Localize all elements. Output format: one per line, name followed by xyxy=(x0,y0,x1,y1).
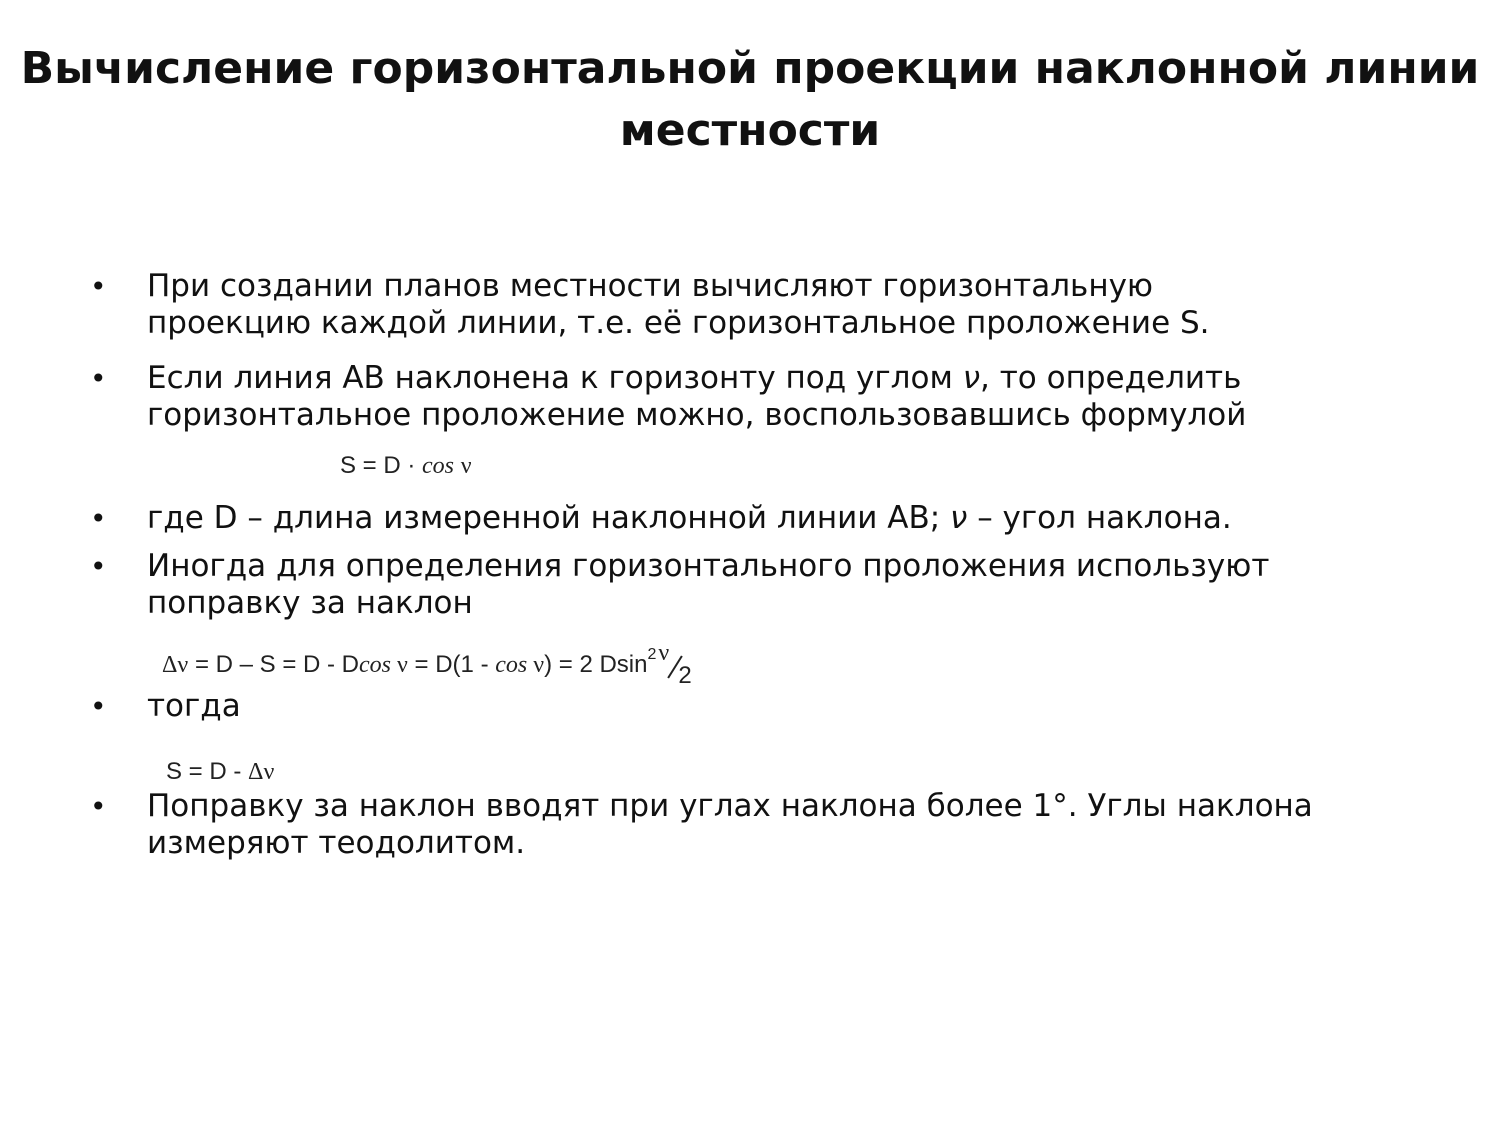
formula-horizontal-projection xyxy=(340,452,472,480)
bullet-line: тогда xyxy=(147,688,241,724)
formula-part: S = D - xyxy=(166,758,249,785)
bullet-text-part: Если линия АВ наклонена к горизонту под углом xyxy=(147,360,963,396)
slide-title: Вычисление горизонтальной проекции наклонной линии местности xyxy=(20,43,1480,156)
bullet-marker: • xyxy=(90,362,107,395)
bullet-line: измеряют теодолитом. xyxy=(147,825,526,861)
formula-part: = D(1 - xyxy=(407,651,496,678)
formula-delta: Δν xyxy=(248,759,275,785)
bullet-text xyxy=(147,500,1427,537)
formula-part: = D – S = D - D xyxy=(188,651,360,678)
bullet-marker: • xyxy=(90,690,107,723)
bullet-marker: • xyxy=(90,502,107,535)
bullet-text-part: , то определить xyxy=(980,360,1242,396)
bullet-line xyxy=(147,360,1427,397)
formula-cos: cos xyxy=(422,453,455,479)
angle-variable: ν xyxy=(962,360,981,396)
fraction-denominator: 2 xyxy=(678,662,692,689)
formula-projection-via-correction xyxy=(166,758,274,786)
bullet-marker: • xyxy=(90,270,107,303)
bullet-text-part: – угол наклона. xyxy=(967,500,1232,536)
bullet-text-part: где D – длина измеренной наклонной линии АВ; xyxy=(147,500,951,536)
bullet-text xyxy=(147,788,1427,862)
formula-nu: ν xyxy=(391,652,408,678)
formula-part: ) = 2 Dsin xyxy=(544,651,648,678)
angle-variable: ν xyxy=(950,500,968,536)
bullet-line: проекцию каждой линии, т.е. её горизонтальное проложение S. xyxy=(147,305,1210,341)
bullet-line xyxy=(147,500,1427,537)
formula-cos: cos xyxy=(495,652,528,678)
formula-nu: ν xyxy=(527,652,545,678)
bullet-text xyxy=(147,548,1427,622)
bullet-line: Иногда для определения горизонтального проложения используют xyxy=(147,548,1270,584)
bullet-text xyxy=(147,688,1427,725)
bullet-text xyxy=(147,360,1427,434)
formula-slope-correction xyxy=(162,640,692,689)
bullet-line: горизонтальное проложение можно, воспользовавшись формулой xyxy=(147,397,1247,433)
fraction-numerator: ν xyxy=(658,640,670,666)
formula-part: S = D · xyxy=(340,452,423,479)
bullet-line: При создании планов местности вычисляют горизонтальную xyxy=(147,268,1154,304)
formula-fraction xyxy=(656,640,692,689)
formula-exponent: 2 xyxy=(647,646,657,663)
bullet-marker: • xyxy=(90,550,107,583)
bullet-text xyxy=(147,268,1427,342)
formula-delta: Δν xyxy=(162,652,189,678)
formula-cos: cos xyxy=(359,652,392,678)
formula-nu: ν xyxy=(460,453,472,479)
bullet-line: Поправку за наклон вводят при углах наклона более 1°. Углы наклона xyxy=(147,788,1313,824)
bullet-line: поправку за наклон xyxy=(147,585,473,621)
bullet-marker: • xyxy=(90,790,107,823)
